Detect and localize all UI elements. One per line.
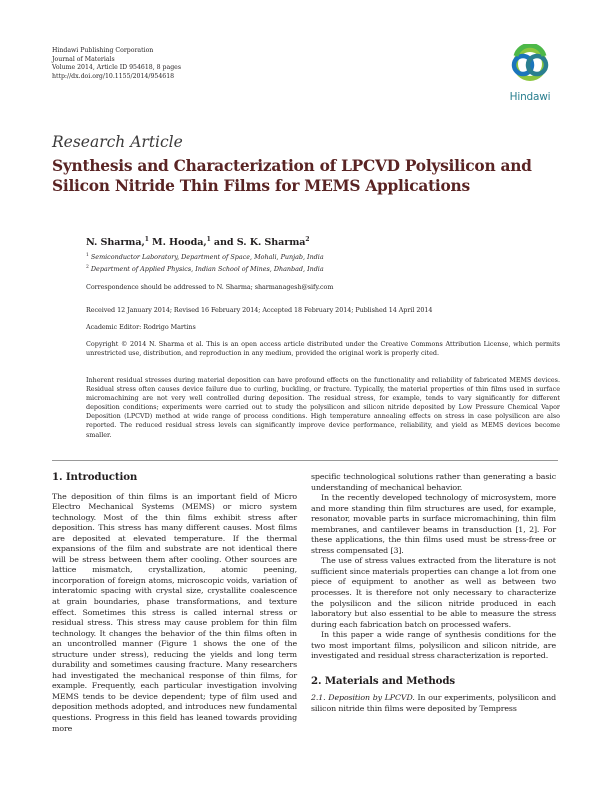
left-column xyxy=(52,472,297,734)
affiliation-marker: 2 xyxy=(86,265,89,270)
right-column xyxy=(311,472,556,714)
affiliation-text: Department of Applied Physics, Indian School of Mines, Dhanbad, India xyxy=(90,265,324,274)
article-title xyxy=(52,156,562,196)
hindawi-logo-icon xyxy=(502,44,558,90)
copyright-notice: Copyright © 2014 N. Sharma et al. This is an open access article distributed under the Creative Commons Attribution License, which permits unrestricted use, distribution, and reproduction in any medium, provided the original work is properly cited. xyxy=(86,340,560,358)
hindawi-logo xyxy=(502,44,558,104)
academic-editor: Academic Editor: Rodrigo Martins xyxy=(86,323,196,331)
volume-info: Volume 2014, Article ID 954618, 8 pages xyxy=(52,64,182,72)
author-name: N. Sharma, xyxy=(86,237,145,249)
body-paragraph: The deposition of thin films is an important field of Micro Electro Mechanical Systems (MEMS) or micro system technology. Most of the thin films exhibit stress after deposition. This stress has many different causes. Most films are deposited at elevated temperature. If the thermal expansions of the film and substrate are not identical there will be stress between them after cooling. Other sources are lattice mismatch, crystallization, atomic peening, incorporation of foreign atoms, microscopic voids, variation of interatomic spacing with crystal size, crystallite coalescence at grain boundaries, phase transformations, and texture effect. Sometimes this stress is called internal stress or residual stress. This stress may cause problem for thin film technology. It changes the behavior of the thin films often in an uncontrolled manner (Figure 1 shows the one of the structure under stress), reducing the yields and long term durability and sometimes causing fracture. Many researchers had investigated the mechanical response of thin films, for example. Frequently, each particular investigation involving MEMS tends to be device dependent; type of film used and deposition methods adopted, and introduces new fundamental questions. Progress in this field has leaned towards providing more xyxy=(52,491,297,733)
subsection-heading: 2.1. Deposition by LPCVD. xyxy=(311,693,415,703)
affiliation-marker: 1 xyxy=(86,253,89,258)
section-heading-introduction: 1. Introduction xyxy=(52,471,138,483)
affiliation-text: Semiconductor Laboratory, Department of Space, Mohali, Punjab, India xyxy=(90,253,324,262)
correspondence: Correspondence should be addressed to N. Sharma; sharmanagesh@sify.com xyxy=(86,283,334,291)
hindawi-logo-text: Hindawi xyxy=(509,91,551,103)
article-type: Research Article xyxy=(52,133,183,151)
author-name: and S. K. Sharma xyxy=(213,237,306,249)
section-divider xyxy=(52,460,558,461)
section-heading-materials-methods: 2. Materials and Methods xyxy=(311,674,456,687)
author-affil-marker: 2 xyxy=(305,236,310,243)
body-paragraph: specific technological solutions rather than generating a basic understanding of mechanical behavior. xyxy=(311,472,556,492)
title-line-2: Silicon Nitride Thin Films for MEMS Applications xyxy=(52,177,470,195)
author-list xyxy=(86,236,309,248)
author-affil-marker: 1 xyxy=(206,236,211,243)
journal-header xyxy=(52,47,181,81)
author-name: M. Hooda, xyxy=(152,237,207,249)
affiliation xyxy=(86,253,324,261)
body-paragraph: In this paper a wide range of synthesis conditions for the two most important films, polysilicon and silicon nitride, are investigated and residual stress characterization is reported. xyxy=(311,630,556,661)
doi-link[interactable]: http://dx.doi.org/10.1155/2014/954618 xyxy=(52,72,175,80)
article-dates: Received 12 January 2014; Revised 16 February 2014; Accepted 18 February 2014; Published 14 April 2014 xyxy=(86,306,433,314)
author-affil-marker: 1 xyxy=(144,236,149,243)
body-paragraph: The use of stress values extracted from the literature is not sufficient since materials properties can change a lot from one piece of equipment to another as well as between two processes. It is therefore not only necessary to characterize the polysilicon and the silicon nitride produced in each laboratory but also essential to be able to measure the stress during each fabrication batch on processed wafers. xyxy=(311,556,556,629)
body-paragraph xyxy=(311,693,556,714)
subsection-text: In our experiments, polysilicon and silicon nitride thin films were deposited by Tempress xyxy=(311,693,557,713)
body-paragraph: In the recently developed technology of microsystem, more and more standing thin film structures are used, for example, resonator, movable parts in surface micromachining, thin film membranes, and cantilever beams in transduction [1, 2]. For these applications, the thin films used must be stress-free or stress compensated [3]. xyxy=(311,493,556,555)
affiliation xyxy=(86,265,324,273)
abstract: Inherent residual stresses during material deposition can have profound effects on the functionality and reliability of fabricated MEMS devices. Residual stress often causes device failure due to curling, buckling, or fracture. Typically, the material properties of thin films used in surface micromachining are not very well controlled during deposition. The residual stress, for example, tends to vary significantly for different deposition conditions; experiments were carried out to study the polysilicon and silicon nitride deposited by Low Pressure Chemical Vapor Deposition (LPCVD) method at wide range of process conditions. High temperature annealing effects on stress in case polysilicon are also reported. The reduced residual stress levels can significantly improve device performance, reliability, and yield as MEMS devices become smaller. xyxy=(86,376,560,439)
title-line-1: Synthesis and Characterization of LPCVD Polysilicon and xyxy=(52,157,532,175)
publisher-name: Hindawi Publishing Corporation xyxy=(52,47,154,54)
journal-name: Journal of Materials xyxy=(52,55,115,63)
